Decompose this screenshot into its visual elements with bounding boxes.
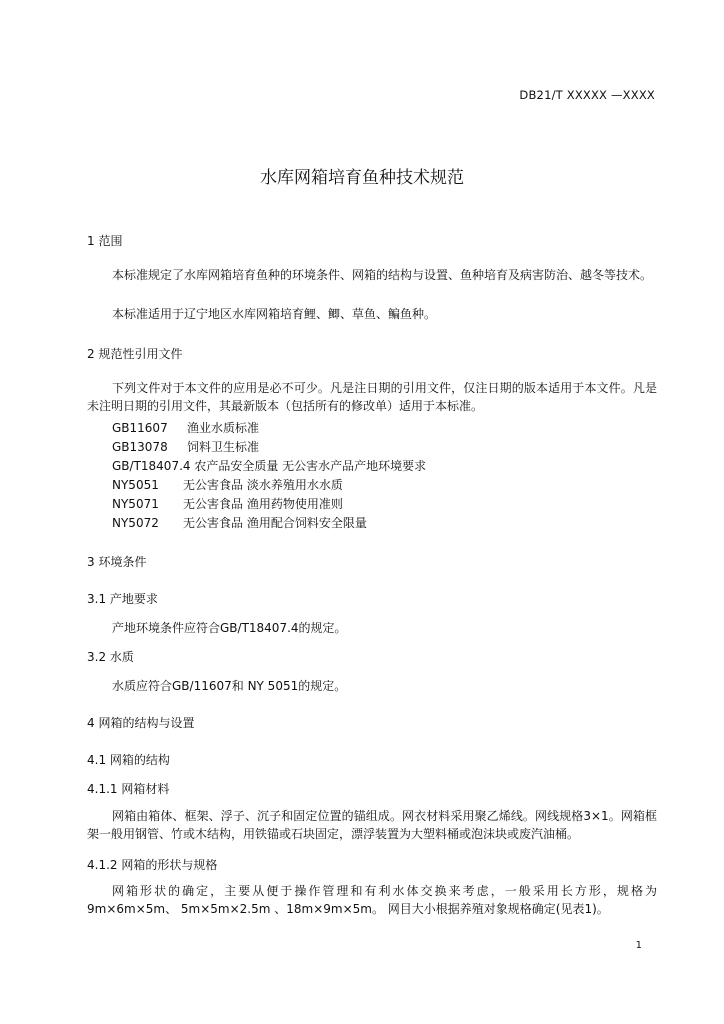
reference-item [112, 438, 259, 455]
reference-item [112, 457, 426, 474]
section-1-heading: 1 范围 [87, 234, 123, 248]
reference-code: GB13078 [112, 440, 168, 454]
reference-code: NY5072 [112, 516, 159, 530]
reference-code: GB11607 [112, 421, 168, 435]
section-4-1-heading: 4.1 网箱的结构 [87, 753, 170, 767]
section-4-1-1-text: 网箱由箱体、框架、浮子、沉子和固定位置的锚组成。网衣材料采用聚乙烯线。网线规格3×1。网箱框架一般用钢管、竹或木结构，用铁锚或石块固定，漂浮装置为大塑料桶或泡沫块或废汽油桶。 [87, 809, 657, 841]
standard-code-header: DB21/T XXXXX —XXXX [519, 88, 655, 102]
page-number: 1 [635, 940, 642, 951]
section-2-heading: 2 规范性引用文件 [87, 347, 183, 361]
reference-name: 渔业水质标准 [187, 421, 260, 435]
reference-name: 无公害食品 淡水养殖用水水质 [183, 478, 343, 492]
reference-name: 农产品安全质量 无公害水产品产地环境要求 [194, 459, 427, 473]
reference-name: 无公害食品 渔用药物使用准则 [183, 497, 343, 511]
section-3-2-text: 水质应符合GB/11607和 NY 5051的规定。 [112, 679, 347, 693]
reference-name: 饲料卫生标准 [187, 440, 260, 454]
document-title: 水库网箱培育鱼种技术规范 [260, 168, 464, 188]
reference-name: 无公害食品 渔用配合饲料安全限量 [183, 516, 367, 530]
section-3-2-heading: 3.2 水质 [87, 650, 134, 664]
section-3-heading: 3 环境条件 [87, 555, 147, 569]
reference-item [112, 476, 343, 493]
reference-code: NY5071 [112, 497, 159, 511]
reference-item [112, 495, 343, 512]
section-3-1-heading: 3.1 产地要求 [87, 592, 158, 606]
section-4-1-2-text: 网箱形状的确定，主要从便于操作管理和有利水体交换来考虑，一般采用长方形，规格为9m×6m×5m、 5m×5m×2.5m 、18m×9m×5m。 网目大小根据养殖对象规格确定(见表1)。 [87, 884, 657, 916]
section-4-1-1-heading: 4.1.1 网箱材料 [87, 782, 170, 796]
reference-item [112, 419, 259, 436]
reference-code: GB/T18407.4 [112, 459, 191, 473]
section-4-1-2-heading: 4.1.2 网箱的形状与规格 [87, 858, 218, 872]
reference-code: NY5051 [112, 478, 159, 492]
section-1-paragraph-2: 本标准适用于辽宁地区水库网箱培育鲤、鲫、草鱼、鳊鱼种。 [112, 307, 437, 321]
section-4-heading: 4 网箱的结构与设置 [87, 716, 195, 730]
section-1-paragraph-1: 本标准规定了水库网箱培育鱼种的环境条件、网箱的结构与设置、鱼种培育及病害防治、越冬等技术。 [112, 268, 653, 282]
section-3-1-text: 产地环境条件应符合GB/T18407.4的规定。 [112, 621, 347, 635]
reference-item [112, 514, 367, 531]
section-2-paragraph-1: 下列文件对于本文件的应用是必不可少。凡是注日期的引用文件，仅注日期的版本适用于本文件。凡是未注明日期的引用文件，其最新版本（包括所有的修改单）适用于本标准。 [87, 381, 657, 413]
